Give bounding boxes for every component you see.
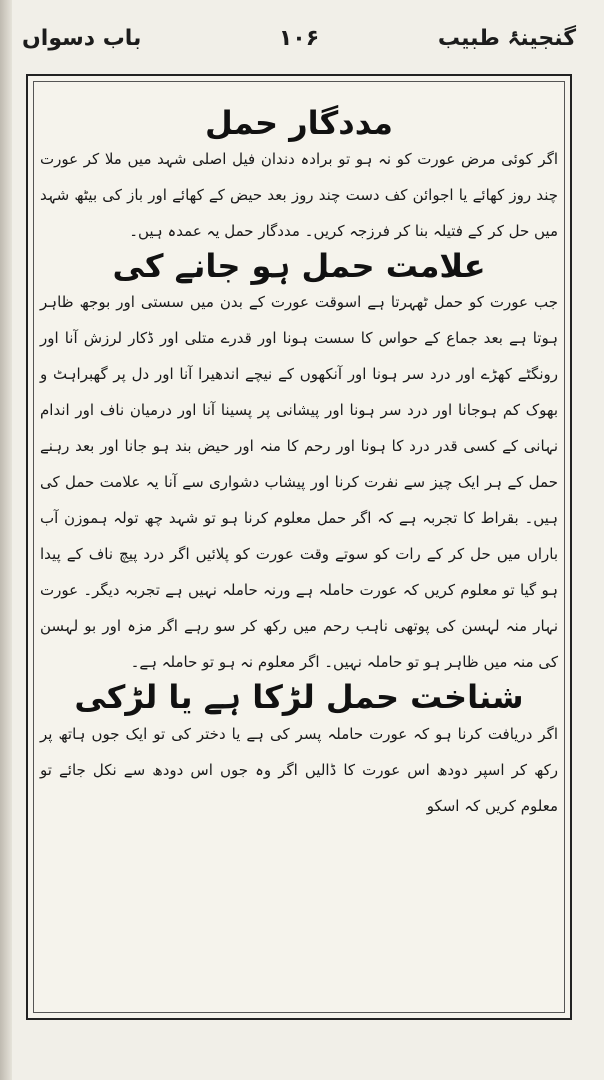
chapter-label: باب دسواں (22, 26, 142, 51)
book-title: گنجینۂ طبیب (437, 26, 576, 51)
page-content (40, 106, 558, 824)
section-heading: علامت حمل ہو جانے کی (112, 247, 486, 286)
section-heading: شناخت حمل لڑکا ہے یا لڑکی (74, 678, 524, 717)
section-paragraph: اگر کوئی مرض عورت کو نہ ہو تو برادہ دندان فیل اصلی شہد میں ملا کر عورت چند روز کھائے یا اجوائن کف دست چند روز بعد حیض کے کھائے اور باز کی بیٹھ شہد میں حل کر کے فتیلہ بنا کر فرزجہ کریں۔ مددگار حمل یہ عمدہ ہیں۔ (40, 150, 558, 241)
section-paragraph: جب عورت کو حمل ٹھہرتا ہے اسوقت عورت کے بدن میں سستی اور بوجھ ظاہر ہوتا ہے بعد جماع کے حواس کا سست ہونا اور قدرے متلی اور ڈکار لرزش آنا اور رونگٹے کھڑے اور درد سر ہونا اور آنکھوں کے نیچے اندھیرا آنا اور دل پر گھبراہٹ و بھوک کم ہوجانا اور درد سر ہونا اور پیشانی پر پسینا آنا اور درمیان ناف اور اندام نہانی کے کسی قدر درد کا ہونا اور رحم کا منہ اور حیض بند ہو جانا اور بعد رہنے حمل کے ہر ایک چیز سے نفرت کرنا اور پیشاب دشواری سے آنا یہ علامت حمل کی ہیں۔ بقراط کا تجربہ ہے کہ اگر حمل معلوم کرنا ہو تو شہد چھ تولہ ہموزن آب باراں میں حل کر کے رات کو سوتے وقت عورت کو پلائیں اگر درد پیچ ناف کے پیدا ہو گیا تو معلوم کریں کہ عورت حاملہ ہے ورنہ حاملہ نہیں ہے تجربہ دیگر۔ عورت نہار منہ لہسن کی پوتھی ناہب رحم میں رکھ کر سو رہے اگر مزہ اور بو لہسن کی منہ میں ظاہر ہو تو حاملہ نہیں۔ اگر معلوم نہ ہو تو حاملہ ہے۔ (40, 293, 558, 672)
page-gutter (0, 0, 12, 1080)
page-number: ۱۰۶ (278, 26, 320, 51)
section-paragraph: اگر دریافت کرنا ہو کہ عورت حاملہ پسر کی ہے یا دختر کی تو ایک جوں ہاتھ پر رکھ کر اسپر دودھ اس عورت کا ڈالیں اگر وہ جوں اس دودھ سے نکل جائے تو معلوم کریں کہ اسکو (40, 724, 558, 815)
section-heading: مددگار حمل (205, 104, 393, 142)
text-frame (26, 74, 572, 1020)
running-head (22, 26, 576, 66)
